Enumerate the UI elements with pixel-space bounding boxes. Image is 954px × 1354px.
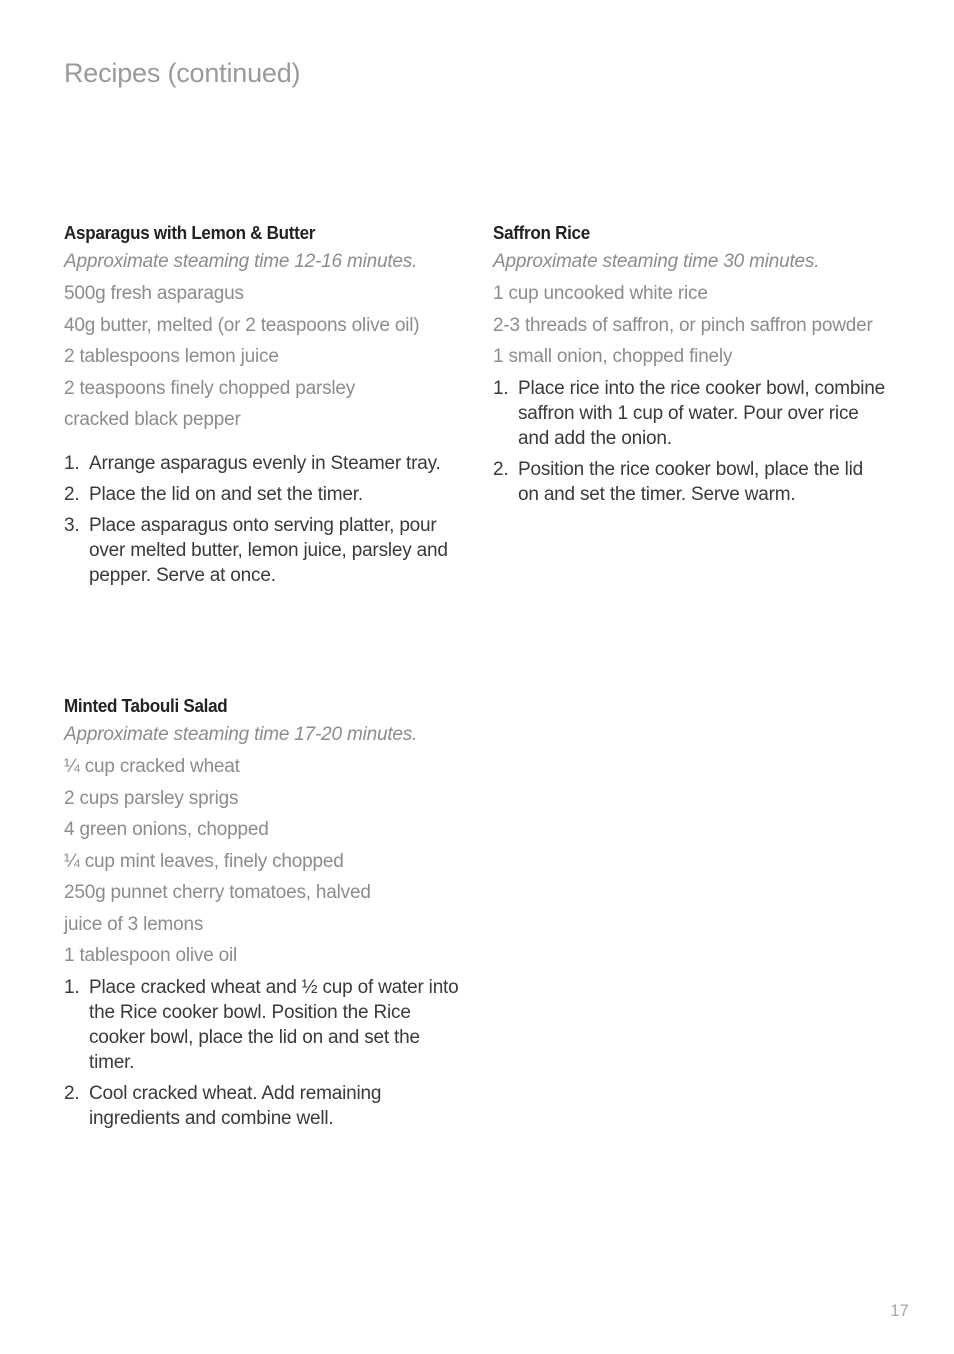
ingredient-list <box>64 754 459 968</box>
method-step <box>64 482 459 507</box>
steaming-time: Approximate steaming time 12-16 minutes. <box>64 251 418 272</box>
ingredient-item: 40g butter, melted (or 2 teaspoons olive oil) <box>64 314 420 336</box>
step-number: 2. <box>493 458 509 480</box>
ingredient-item: 2-3 threads of saffron, or pinch saffron powder <box>493 314 873 336</box>
step-number: 1. <box>493 377 509 399</box>
ingredient-list <box>64 281 459 432</box>
method-step <box>64 513 459 588</box>
step-text: Position the rice cooker bowl, place the lid on and set the timer. Serve warm. <box>518 458 864 505</box>
recipe-title: Saffron Rice <box>493 222 590 243</box>
ingredient-list <box>493 281 888 369</box>
ingredient-item: ¼ cup mint leaves, finely chopped <box>64 850 344 872</box>
ingredient-item: 1 cup uncooked white rice <box>493 283 708 304</box>
steaming-time: Approximate steaming time 30 minutes. <box>493 251 820 272</box>
recipe-minted-tabouli-salad <box>64 695 459 1137</box>
method-step <box>64 975 459 1075</box>
step-number: 3. <box>64 515 80 536</box>
recipe-title: Asparagus with Lemon & Butter <box>64 222 316 243</box>
recipe-title: Minted Tabouli Salad <box>64 695 228 716</box>
ingredient-item: 1 tablespoon olive oil <box>64 945 238 966</box>
step-number: 1. <box>64 976 80 998</box>
ingredient-item: 2 tablespoons lemon juice <box>64 346 279 367</box>
ingredient-item: 500g fresh asparagus <box>64 283 244 304</box>
ingredient-item: ¼ cup cracked wheat <box>64 756 240 777</box>
method-steps <box>64 975 459 1131</box>
step-text: Place the lid on and set the timer. <box>89 484 363 505</box>
step-text: Place rice into the rice cooker bowl, combine saffron with 1 cup of water. Pour over rice and add the onion. <box>518 377 885 449</box>
method-step <box>64 451 459 476</box>
page-title: Recipes (continued) <box>64 58 301 88</box>
steaming-time: Approximate steaming time 17-20 minutes. <box>64 724 418 745</box>
method-steps <box>493 376 888 507</box>
ingredient-item: 250g punnet cherry tomatoes, halved <box>64 882 371 903</box>
page-number: 17 <box>890 1301 909 1320</box>
method-steps <box>64 451 459 588</box>
method-step <box>493 457 888 507</box>
ingredient-item: 2 teaspoons finely chopped parsley <box>64 377 356 399</box>
ingredient-item: cracked black pepper <box>64 409 241 430</box>
method-step <box>493 376 888 451</box>
step-text: Place cracked wheat and ½ cup of water into the Rice cooker bowl. Position the Rice cooker bowl, place the lid on and set the timer. <box>89 976 459 1073</box>
step-number: 1. <box>64 453 80 474</box>
ingredient-item: juice of 3 lemons <box>64 913 204 935</box>
recipe-saffron-rice <box>493 222 888 513</box>
step-text: Arrange asparagus evenly in Steamer tray. <box>89 453 441 474</box>
method-step <box>64 1081 459 1131</box>
step-number: 2. <box>64 1082 80 1104</box>
ingredient-item: 4 green onions, chopped <box>64 819 269 840</box>
ingredient-item: 1 small onion, chopped finely <box>493 346 733 367</box>
step-text: Place asparagus onto serving platter, pour over melted butter, lemon juice, parsley and pepper. Serve at once. <box>89 515 448 586</box>
ingredient-item: 2 cups parsley sprigs <box>64 787 239 809</box>
recipe-asparagus <box>64 222 459 594</box>
step-text: Cool cracked wheat. Add remaining ingredients and combine well. <box>89 1082 382 1129</box>
step-number: 2. <box>64 484 80 505</box>
